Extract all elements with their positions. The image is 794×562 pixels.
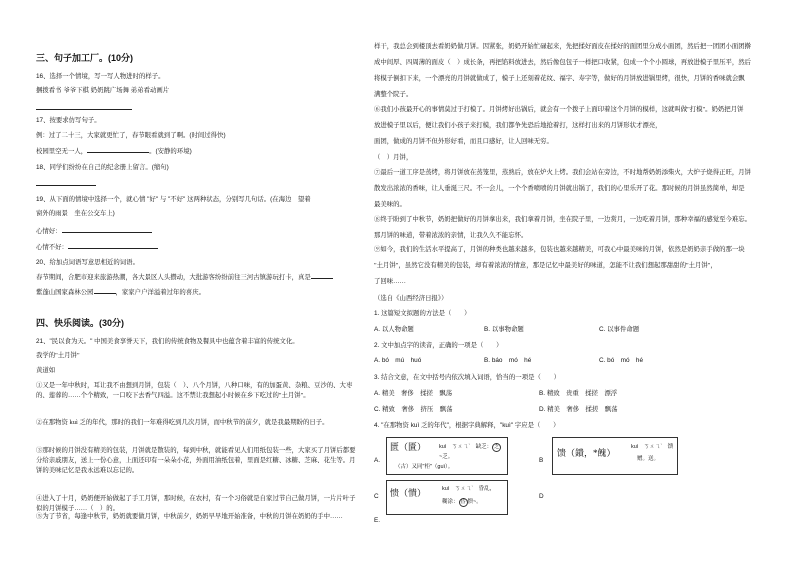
article-para-1: ①又是一年中秋时，耳让我不由想到月饼，包装（ ）、八个月饼，八种口味，有的加蛋黄、杂粮、豆沙的、大枣的、莲蓉的……个个精致，一口咬下去香气四溢。这不禁让我想起小时候在乡下吃过的"土月饼"。	[36, 382, 353, 399]
q3-option-a[interactable]: A. 精美 奢侈 揉搓 飘荡	[374, 390, 453, 397]
dict-c-char: 愦（憒）	[390, 488, 427, 498]
dict-entry-b[interactable]	[552, 437, 678, 475]
para7-line1: ⑦最后一道工序是蒸烤，将月饼放在蒸笼里，蒸熟后，放在炉火上烤。我们会站在旁边，不时地帮奶奶添柴火，大炉子烧得正旺，月饼	[374, 169, 752, 176]
q1-option-a[interactable]: A. 以人物命题	[374, 326, 414, 333]
question-21: 21、"民以食为天。" 中国美食享誉天下，我们的传统食物及餐具中也蕴含着丰富的传统文化。	[36, 338, 299, 345]
mood-bad-blank[interactable]	[68, 242, 158, 249]
article-title: 我学的"土月饼"	[36, 352, 80, 359]
dict-a-tail: ~乏。	[439, 454, 454, 460]
article-para-4: ④进入了十月，奶奶便开始做起了手工月饼，那时候，在农村，有一个习俗就是自家过节自己做月饼，一片片叶子似的月饼模子……（ ）的。	[36, 495, 356, 512]
section4-title: 四、快乐阅读。(30分)	[36, 318, 125, 328]
question-17-prompt: 校园里空无一人， 。(安静的环境)	[36, 148, 192, 155]
dict-c-pinyin: kuì ㄎㄨㄟˋ 昏乱，	[442, 486, 496, 492]
question-20: 20、给加点词语写意思相近的词语。	[36, 259, 139, 266]
question-18: 18、同学们纷纷在自己的纪念册上留言。(缩句)	[36, 164, 169, 171]
dict-b-pinyin: kuì ㄎㄨㄟˋ 馈	[631, 444, 674, 450]
question-16: 16、选择一个情境，写一写人物进时的样子。	[36, 73, 165, 80]
para9-line3: 了回味……	[374, 278, 406, 285]
q4-option-b-label[interactable]: B	[539, 457, 544, 464]
question-19: 19、从下面的情境中选择一个，就心情 "好" 与 "不好" 这两种状态，分别写几句话。(在海边 望着	[36, 196, 311, 203]
article-para-3: ③那时候的月饼没有精美的包装，月饼就是散装的，每到中秋，就能看见人们用纸包装一些，大家买了月饼后都要分给亲戚朋友，送上一份心意，上面还印有一朵朵小花，外面用油纸包着，里面是红糖、冰糖、芝麻、花生等。月饼的美味记忆是我永远难以忘记的。	[36, 447, 356, 474]
answer-line[interactable]	[36, 185, 96, 186]
dict-c-circle: 昏	[460, 499, 466, 505]
answer-blank[interactable]	[87, 146, 149, 153]
para5-line3: 将模子倒扣下来，一个漂亮的月饼就做成了，模子上还刻着花纹、福字、寿字等，做好的月饼放进锅里烤，很快，月饼的香味就会飘	[374, 75, 745, 82]
para5-line1: 样干，我总会到楼顶去看奶奶做月饼。因紧张，奶奶开始忙碌起来，先把揉好面皮在揉好的面团里分成小面团，然后把一团团小面团擀	[374, 43, 752, 50]
para7-line2: 散发出浓浓的香味，让人垂涎三尺。不一会儿，一个个香喷喷的月饼就出锅了，我们的心里乐开了花。那时候的月饼虽然简单，却是	[374, 185, 745, 192]
para7-line3: 最美味的。	[374, 201, 406, 208]
para6-line3: 面团，做成的月饼不但外形好看，而且口感好，让人回味无穷。	[374, 138, 553, 145]
article-author: 黄道如	[36, 367, 56, 374]
article-source: （选自《山西经济日报》）	[374, 295, 448, 302]
q3-option-b[interactable]: B. 精致 贵重 揉搓 漂浮	[539, 390, 618, 397]
answer-blank[interactable]	[94, 287, 116, 294]
dict-c-line2: 糊涂： 昏 愦~。	[442, 499, 482, 505]
question-20-text2: 紫蓬山国家森林公园 ，家家户户洋溢着过年的喜庆。	[36, 289, 205, 296]
para5-line4: 满整个院子。	[374, 91, 413, 98]
para9-line2: "土月饼"，虽然它没有精美的包装，却有着浓浓的情意，那是记忆中最美好的味道，怎能不让我们想起那甜甜的"土月饼"，	[374, 262, 717, 269]
para6-line4: （ ）月饼，	[374, 154, 413, 161]
q1-option-b[interactable]: B. 以事物命题	[484, 326, 524, 333]
q4-option-e-label[interactable]: E.	[374, 517, 381, 524]
question-19-scenes: 窗外的雨景 坐在公交车上)	[36, 210, 115, 217]
question-17: 17、按要求仿写句子。	[36, 117, 101, 124]
answer-line[interactable]	[36, 109, 132, 110]
mood-bad-label: 心情不好：	[36, 242, 158, 253]
mood-good-label: 心情好：	[36, 226, 152, 237]
mood-good-blank[interactable]	[62, 226, 152, 233]
dict-entry-a[interactable]	[386, 437, 508, 475]
para8-line2: 那月饼的味道，带着浓浓的亲情，让我久久不能忘怀。	[374, 232, 528, 239]
dict-entry-c[interactable]	[386, 480, 508, 515]
dict-b-line2: 赠。送。	[637, 456, 660, 462]
question-17-example: 例：过了二十三，大家就更忙了，春节眼看就到了啊。(时间过得快)	[36, 132, 226, 139]
para8-line1: ⑧终于盼到了中秋节，奶奶把做好的月饼拿出来，我们拿着月饼，坐在院子里，一边赏月，一边吃着月饼，那种幸福的感觉至今难忘。	[374, 216, 752, 223]
q4-option-d-label[interactable]: D	[539, 493, 544, 500]
article-para-5: ⑤为了节省，每逢中秋节，奶奶就要做月饼，中秋前夕，奶奶早早地开始准备，中秋的月饼在奶奶的手中……	[36, 513, 343, 520]
dict-a-char: 匮（匱）	[390, 442, 427, 452]
para6-line2: 放进模子里以后，便让我们小孩子来打模，我们都争先恐后地抢着打，这样打出来的月饼形状才漂亮，	[374, 122, 662, 129]
question-16-options: 捆拨看书 爷爷下棋 奶奶跳广场舞 弟弟看动画片	[36, 87, 170, 94]
article-para-2: ②在那物资 kuì 乏的年代，那时的我们一年难得吃到几次月饼，而中秋节的前夕，就是我最期盼的日子。	[36, 419, 329, 426]
q2-option-b[interactable]: B. báo mó hé	[484, 357, 532, 364]
q4-option-c-label[interactable]: C	[374, 493, 379, 500]
section3-title: 三、句子加工厂。(10分)	[36, 53, 134, 63]
question-2: 2. 文中加点字的读音，正确的一项是（ ）	[374, 342, 503, 349]
para5-line2: 成中间厚、四周薄的面皮（ ）成长条，再把馅料放进去，然后像包包子一样把口收紧，包成一个个小圆球，再放进模子里压平，然后	[374, 59, 752, 66]
dict-a-pinyin: kuì ㄎㄨㄟˋ 缺乏： 乏	[439, 444, 500, 450]
dict-a-circle: 乏	[494, 444, 500, 450]
q4-option-a-label[interactable]: A.	[374, 457, 381, 464]
q3-option-d[interactable]: D. 精美 奢侈 揉搓 飘荡	[539, 406, 618, 413]
dict-a-line2: （古）又同"柜"（guì）。	[395, 464, 454, 470]
dict-b-char: 馈（鐀，*餽）	[557, 448, 616, 458]
question-1: 1. 这篇短文拟题的方法是（ ）	[374, 310, 471, 317]
para9-line1: ⑨如今，我们的生活水平提高了，月饼的种类也越来越多，包装也越来越精美，可我心中最美味的月饼，依然是奶奶亲手做的那一块	[374, 246, 745, 253]
para6-line1: ⑥我们小孩最开心的事情莫过于打模了。月饼烤好出锅后，就会有一个拨子上面印着这个月饼的模样，这就叫做"打模"。奶奶把月饼	[374, 106, 744, 113]
question-20-text1: 春节期间，合肥市迎来旅游热潮，各大景区人头攒动，大批游客纷纷前往三河古镇游玩打卡，真是	[36, 272, 333, 283]
q2-option-a[interactable]: A. bó mú huó	[374, 357, 422, 364]
q3-option-c[interactable]: C. 精致 奢侈 挤压 飘荡	[374, 406, 453, 413]
question-4: 4. "在那物资 kuì 乏的年代"，根据字典解释，"kuì" 字应是（ ）	[374, 422, 560, 429]
question-3: 3. 结合文意，在文中括号内依次填入词语，恰当的一项是（ ）	[374, 374, 561, 381]
q2-option-c[interactable]: C. bó mó hé	[599, 357, 644, 364]
answer-blank[interactable]	[311, 272, 333, 279]
q1-option-c[interactable]: C. 以事件命题	[599, 326, 640, 333]
